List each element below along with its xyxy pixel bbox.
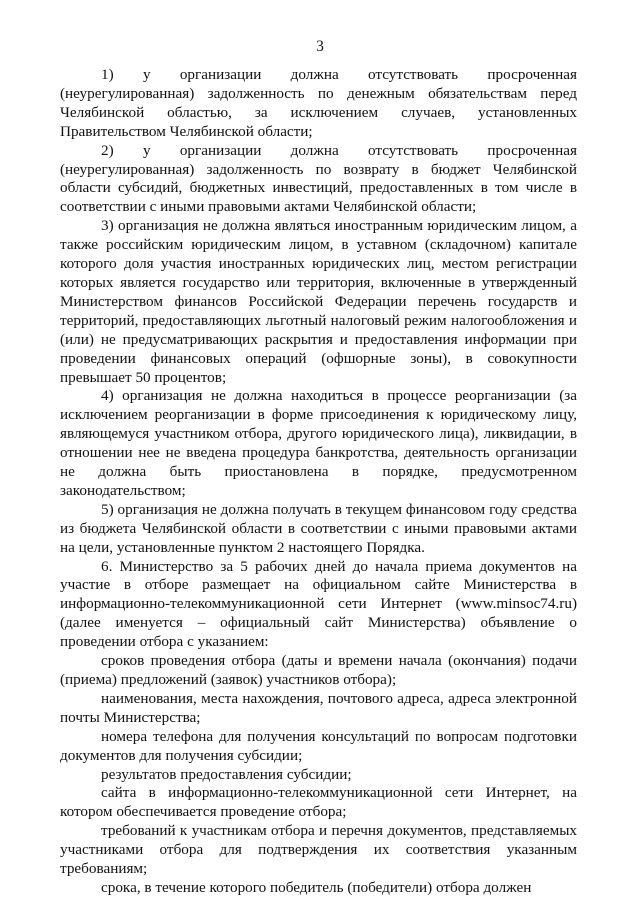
paragraph-list-results: результатов предоставления субсидии; xyxy=(101,765,352,783)
paragraph-item-4: 4) организация не должна находиться в процессе реорганизации (за исключением реорганизации в форме присоединения к юридическому лицу, являющемуся участником отбора, другого юридического лица), ликвидации, в отношении нее не введена процедура банкротства, деятельность организации не должна быть приостановлена в порядке, предусмотренном законодательством; xyxy=(60,387,577,499)
paragraph-list-phone: номера телефона для получения консультаций по вопросам подготовки документов для получения субсидии; xyxy=(60,727,577,764)
paragraph-list-website: сайта в информационно-телекоммуникационной сети Интернет, на котором обеспечивается проведение отбора; xyxy=(60,784,577,821)
paragraph-item-3: 3) организация не должна являться иностранным юридическим лицом, а также российским юридическим лицом, в уставном (складочном) капитале которого доля участия иностранных юридических лиц, местом регистрации которых является государство или территория, включенные в утвержденный Министерством финансов Российской Федерации перечень государств и территорий, предоставляющих льготный налоговый режим налогообложения и (или) не предусматривающих раскрытия и предоставления информации при проведении финансовых операций (офшорные зоны), в совокупности превышает 50 процентов; xyxy=(60,217,577,386)
paragraph-list-requirements: требований к участникам отбора и перечня документов, представляемых участниками отбора для подтверждения их соответствия указанным требованиям; xyxy=(60,822,577,878)
paragraph-list-ministry-contacts: наименования, места нахождения, почтового адреса, адреса электронной почты Министерства; xyxy=(60,689,577,726)
paragraph-section-6: 6. Министерство за 5 рабочих дней до начала приема документов на участие в отборе размещает на официальном сайте Министерства в информационно-телекоммуникационной сети Интернет (www.minsoc74.ru) (далее именуется – официальный сайт Министерства) объявление о проведении отбора с указанием: xyxy=(60,557,577,651)
document-body xyxy=(60,66,577,898)
paragraph-item-5: 5) организация не должна получать в текущем финансовом году средства из бюджета Челябинской области в соответствии с иными правовыми актами на цели, установленные пунктом 2 настоящего Порядка. xyxy=(60,500,577,556)
paragraph-list-term: срока, в течение которого победитель (победители) отбора должен xyxy=(101,878,532,896)
paragraph-list-deadlines: сроков проведения отбора (даты и времени начала (окончания) подачи (приема) предложений (заявок) участников отбора); xyxy=(60,652,577,688)
paragraph-item-1: 1) у организации должна отсутствовать просроченная (неурегулированная) задолженность по денежным обязательствам перед Челябинской областью, за исключением случаев, установленных Правительством Челябинской области; xyxy=(60,66,577,140)
paragraph-item-2: 2) у организации должна отсутствовать просроченная (неурегулированная) задолженность по возврату в бюджет Челябинской области субсидий, бюджетных инвестиций, предоставленных в том числе в соответствии с иными правовыми актами Челябинской области; xyxy=(60,141,577,216)
page-number: 3 xyxy=(316,38,324,55)
